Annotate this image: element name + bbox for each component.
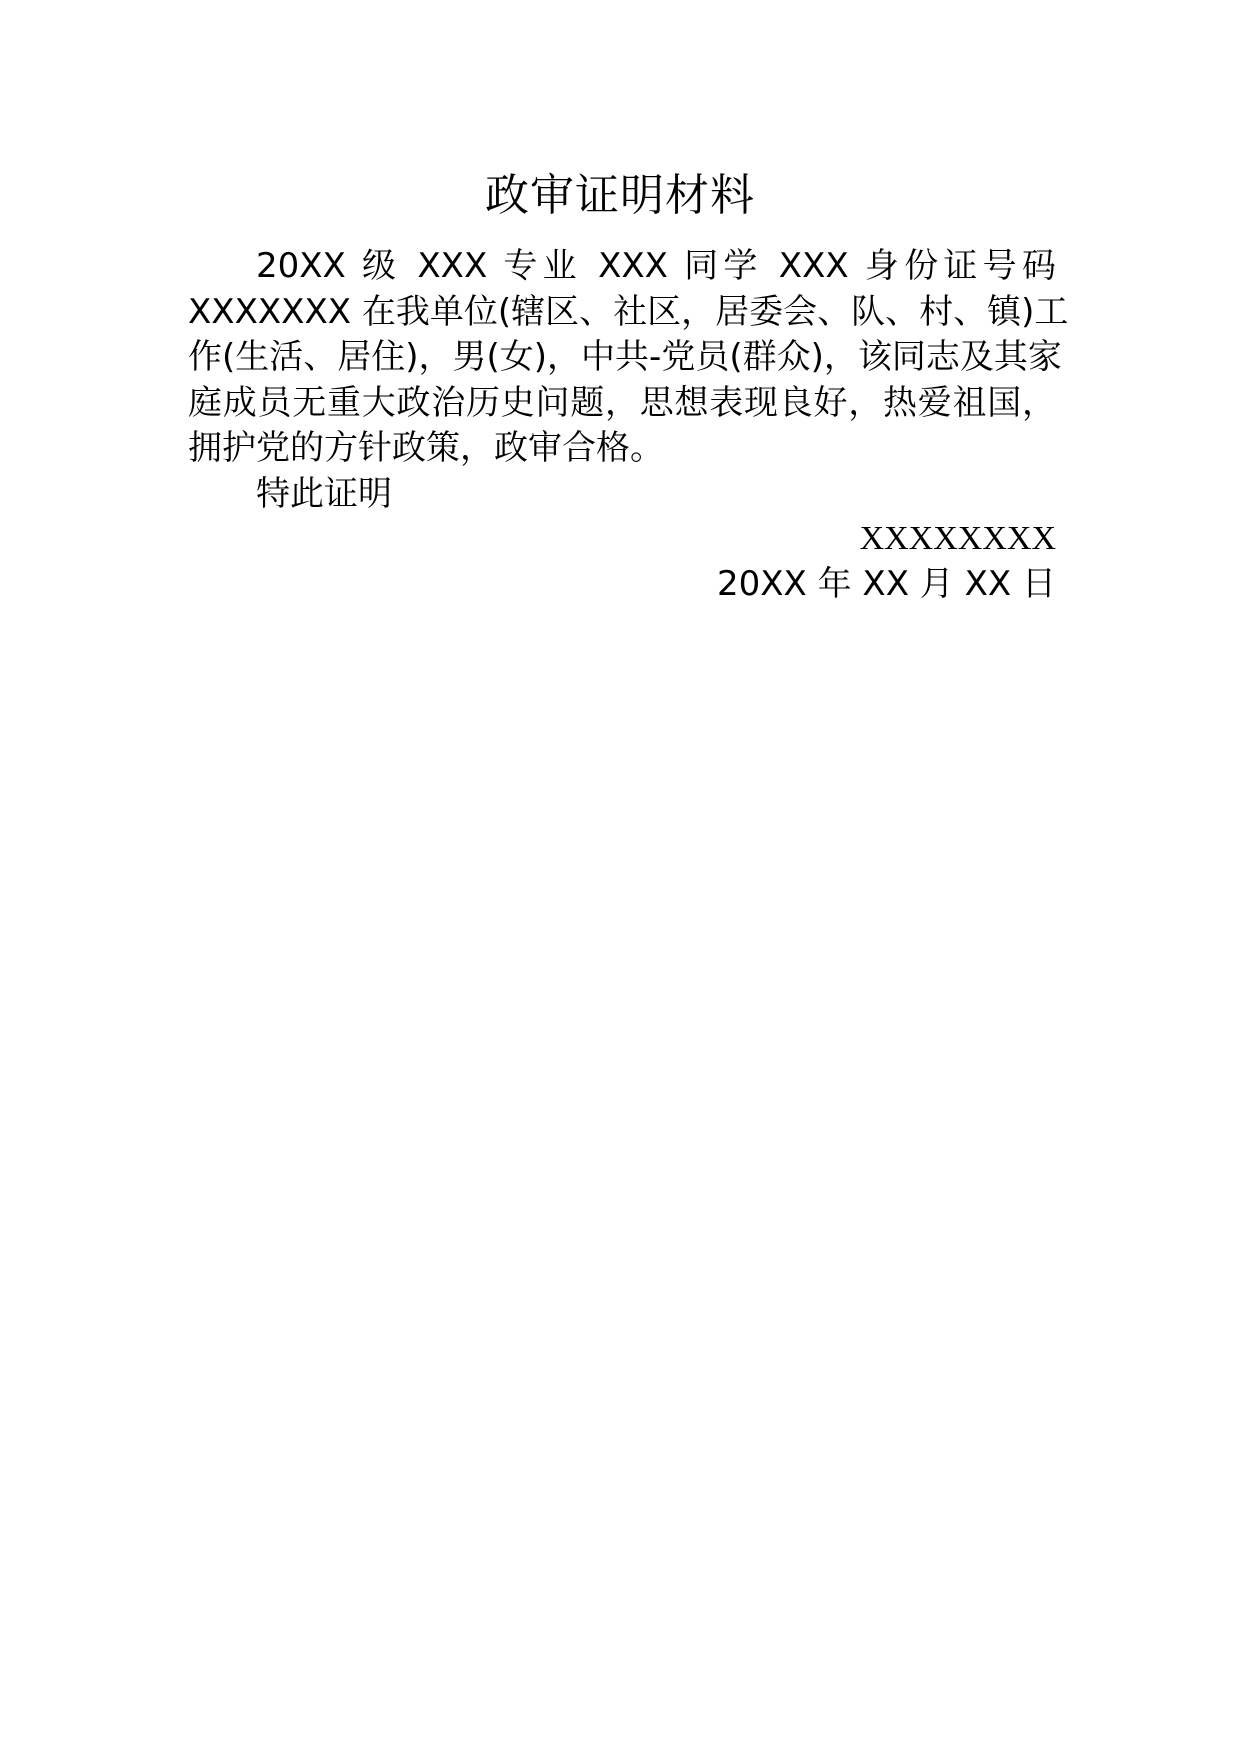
document-title: 政审证明材料 bbox=[485, 170, 755, 221]
closing-statement: 特此证明 bbox=[256, 473, 392, 514]
paragraph-line-4: 庭成员无重大政治历史问题，思想表现良好，热爱祖国， bbox=[188, 382, 1056, 423]
paragraph-line-3: 作(生活、居住)，男(女)，中共-党员(群众)，该同志及其家 bbox=[188, 337, 1062, 377]
certificate-body bbox=[188, 244, 1069, 517]
signature-organization: XXXXXXXX bbox=[859, 520, 1056, 557]
paragraph-line-1: 20XX 级 XXX 专业 XXX 同学 XXX 身份证号码 bbox=[256, 246, 1056, 286]
paragraph-line-2: XXXXXXX 在我单位(辖区、社区，居委会、队、村、镇)工 bbox=[188, 291, 1069, 332]
paragraph-line-5: 拥护党的方针政策，政审合格。 bbox=[188, 428, 664, 468]
signature-date: 20XX 年 XX 月 XX 日 bbox=[716, 564, 1056, 604]
